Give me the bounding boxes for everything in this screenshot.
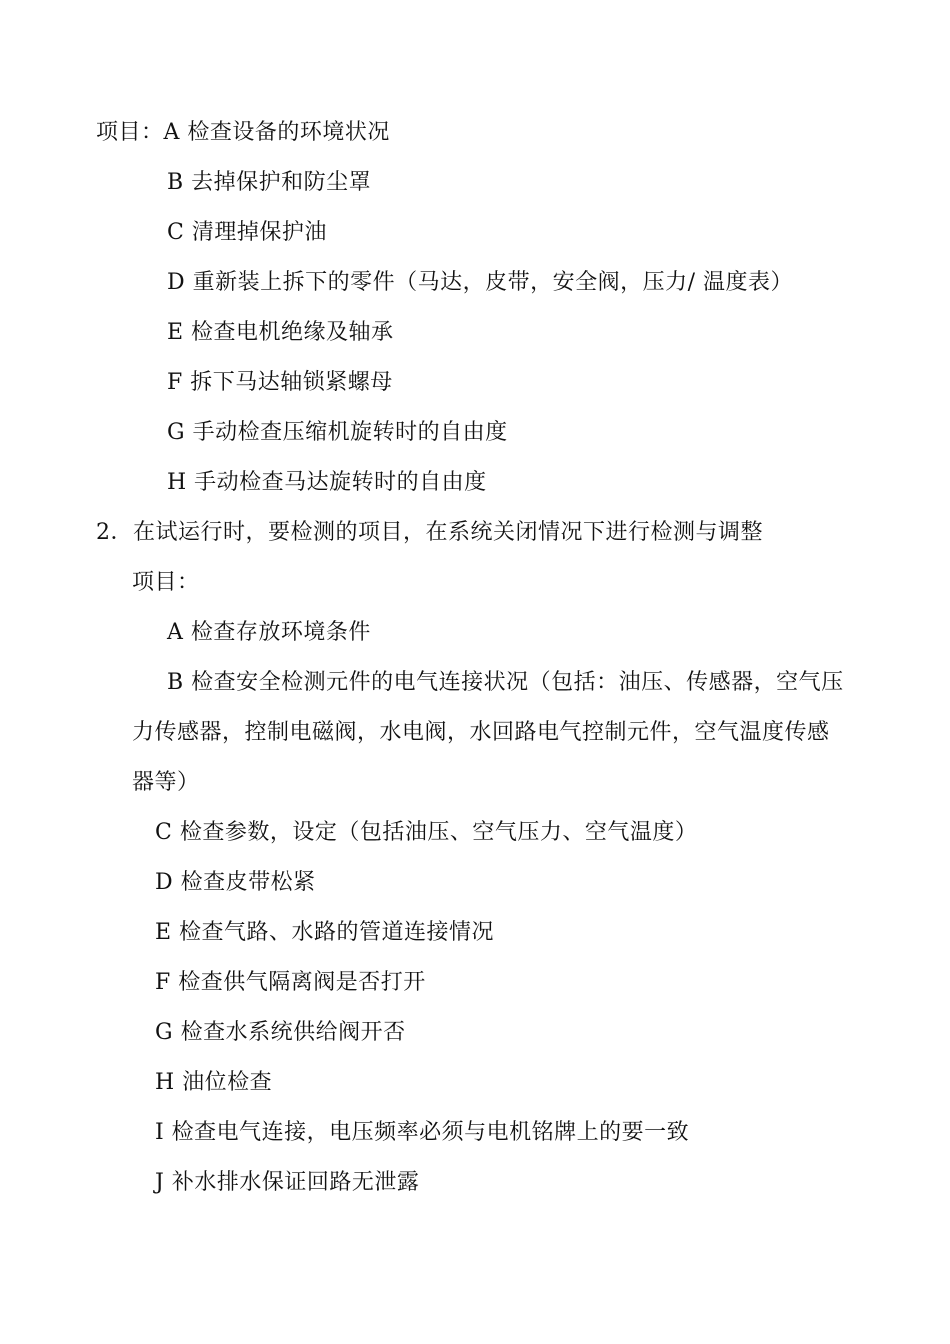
section2-item-h: H 油位检查 (155, 1070, 273, 1095)
section1-item-e: E 检查电机绝缘及轴承 (167, 320, 394, 345)
section2-item-a: A 检查存放环境条件 (167, 620, 371, 645)
section1-item-c: C 清理掉保护油 (167, 220, 327, 245)
section1-item-g: G 手动检查压缩机旋转时的自由度 (167, 420, 508, 445)
section2-label: 项目： (132, 570, 200, 595)
section1-item-d: D 重新装上拆下的零件（马达，皮带，安全阀，压力/ 温度表） (167, 270, 794, 295)
section1-item-f: F 拆下马达轴锁紧螺母 (167, 370, 393, 395)
section2-title: 在试运行时，要检测的项目，在系统关闭情况下进行检测与调整 (133, 520, 764, 545)
section1-heading: 项目：A 检查设备的环境状况 (96, 120, 390, 145)
section1-item-h: H 手动检查马达旋转时的自由度 (167, 470, 487, 495)
section2-item-d: D 检查皮带松紧 (155, 870, 316, 895)
section2-heading (96, 518, 763, 548)
section2-item-f: F 检查供气隔离阀是否打开 (155, 970, 426, 995)
section2-item-g: G 检查水系统供给阀开否 (155, 1020, 406, 1045)
section2-number: 2． (96, 520, 133, 545)
section2-item-b-line3: 器等） (132, 770, 200, 795)
section2-item-j: J 补水排水保证回路无泄露 (155, 1170, 420, 1195)
section2-item-b-line2: 力传感器，控制电磁阀，水电阀，水回路电气控制元件，空气温度传感 (132, 720, 830, 745)
section2-item-e: E 检查气路、水路的管道连接情况 (155, 920, 495, 945)
section2-item-i: I 检查电气连接，电压频率必须与电机铭牌上的要一致 (155, 1120, 690, 1145)
section1-item-b: B 去掉保护和防尘罩 (167, 170, 372, 195)
section2-item-b-line1: B 检查安全检测元件的电气连接状况（包括：油压、传感器，空气压 (167, 670, 844, 695)
section2-item-c: C 检查参数，设定（包括油压、空气压力、空气温度） (155, 820, 698, 845)
